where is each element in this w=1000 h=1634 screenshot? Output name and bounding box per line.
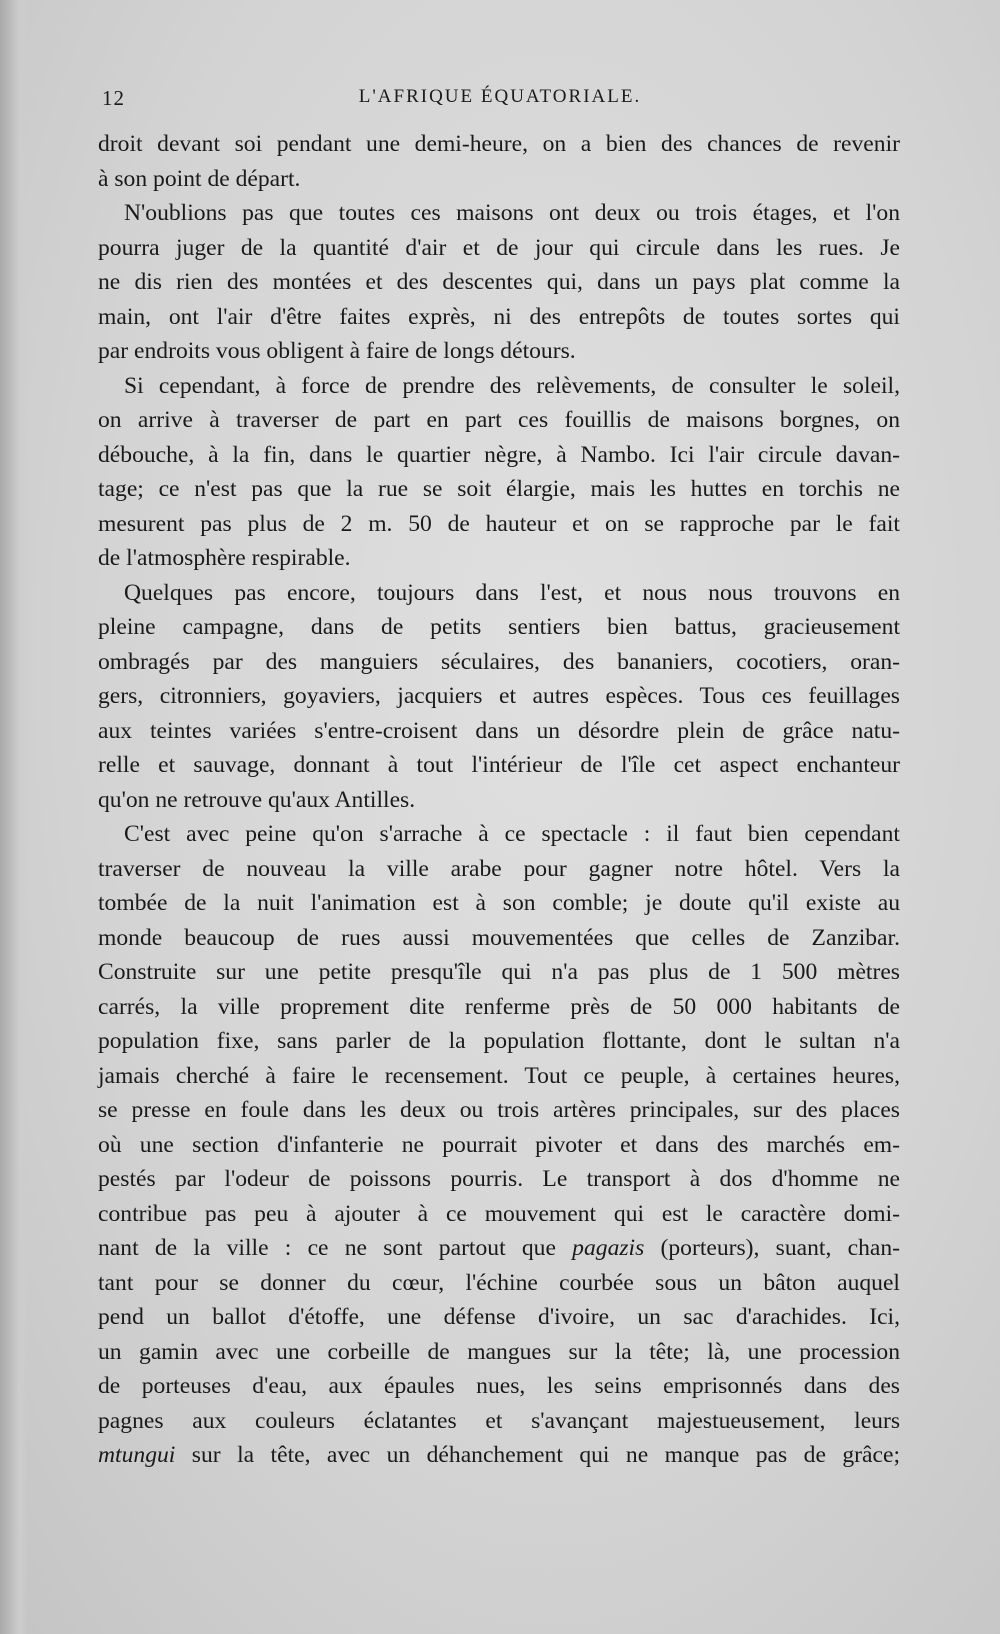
text-fragment: nant de la ville : ce ne sont partout que xyxy=(98,1235,573,1261)
text-line: se presse en foule dans les deux ou trois artères principales, sur des places xyxy=(98,1097,900,1123)
text-line: de porteuses d'eau, aux épaules nues, les seins emprisonnés dans des xyxy=(98,1373,900,1399)
text-line: tombée de la nuit l'animation est à son comble; je doute qu'il existe au xyxy=(98,890,900,916)
text-line: débouche, à la fin, dans le quartier nègre, à Nambo. Ici l'air circule davan- xyxy=(98,441,900,468)
text-line: qu'on ne retrouve qu'aux Antilles. xyxy=(98,786,416,813)
text-line: pestés par l'odeur de poissons pourris. Le transport à dos d'homme ne xyxy=(98,1166,900,1192)
text-line: à son point de départ. xyxy=(98,165,301,192)
text-line: ne dis rien des montées et des descentes qui, dans un pays plat comme la xyxy=(98,269,900,295)
text-line: monde beaucoup de rues aussi mouvementées que celles de Zanzibar. xyxy=(98,924,900,951)
text-line: mesurent pas plus de 2 m. 50 de hauteur et on se rapproche par le fait xyxy=(98,510,900,537)
text-line: pleine campagne, dans de petits sentiers bien battus, gracieusement xyxy=(98,614,900,640)
text-line xyxy=(98,1438,900,1473)
text-line: aux teintes variées s'entre-croisent dans un désordre plein de grâce natu- xyxy=(98,717,900,744)
text-line: pagnes aux couleurs éclatantes et s'avançant majestueusement, leurs xyxy=(98,1407,900,1434)
text-line: pend un ballot d'étoffe, une défense d'ivoire, un sac d'arachides. Ici, xyxy=(98,1304,900,1330)
text-line: tage; ce n'est pas que la rue se soit élargie, mais les huttes en torchis ne xyxy=(98,476,900,502)
text-line: on arrive à traverser de part en part ces fouillis de maisons borgnes, on xyxy=(98,407,900,433)
page-header xyxy=(100,86,900,116)
italic-term-mtungui: mtungui xyxy=(98,1442,176,1468)
text-fragment: sur la tête, avec un déhanchement qui ne manque pas de grâce; xyxy=(175,1442,900,1468)
text-line: population fixe, sans parler de la population flottante, dont le sultan n'a xyxy=(98,1028,900,1054)
text-line: Construite sur une petite presqu'île qui n'a pas plus de 1 500 mètres xyxy=(98,959,900,985)
text-line: Si cependant, à force de prendre des relèvements, de consulter le soleil, xyxy=(124,372,900,399)
text-fragment: (porteurs), suant, chan- xyxy=(644,1235,900,1261)
text-line: pourra juger de la quantité d'air et de jour qui circule dans les rues. Je xyxy=(98,234,900,261)
text-line: relle et sauvage, donnant à tout l'intérieur de l'île cet aspect enchanteur xyxy=(98,752,900,778)
body-text xyxy=(98,127,900,1473)
text-line: gers, citronniers, goyaviers, jacquiers et autres espèces. Tous ces feuillages xyxy=(98,683,900,709)
text-line: carrés, la ville proprement dite renferme près de 50 000 habitants de xyxy=(98,993,900,1020)
text-line: N'oublions pas que toutes ces maisons ont deux ou trois étages, et l'on xyxy=(124,200,900,226)
text-line: ombragés par des manguiers séculaires, des bananiers, cocotiers, oran- xyxy=(98,648,900,675)
text-line xyxy=(98,1231,900,1266)
text-line: par endroits vous obligent à faire de longs détours. xyxy=(98,338,576,364)
text-line: tant pour se donner du cœur, l'échine courbée sous un bâton auquel xyxy=(98,1269,900,1296)
text-line: jamais cherché à faire le recensement. Tout ce peuple, à certaines heures, xyxy=(98,1062,900,1089)
text-line: C'est avec peine qu'on s'arrache à ce spectacle : il faut bien cependant xyxy=(124,821,900,847)
page-binding-edge xyxy=(0,0,28,1634)
running-title: L'AFRIQUE ÉQUATORIALE. xyxy=(358,86,642,107)
text-line: où une section d'infanterie ne pourrait pivoter et dans des marchés em- xyxy=(98,1131,900,1158)
text-line: droit devant soi pendant une demi-heure, on a bien des chances de revenir xyxy=(98,131,900,157)
page-number: 12 xyxy=(102,86,125,110)
text-line: contribue pas peu à ajouter à ce mouvement qui est le caractère domi- xyxy=(98,1200,900,1227)
italic-term-pagazis: pagazis xyxy=(572,1235,645,1261)
text-line: traverser de nouveau la ville arabe pour gagner notre hôtel. Vers la xyxy=(98,855,900,882)
text-line: un gamin avec une corbeille de mangues sur la tête; là, une procession xyxy=(98,1338,900,1365)
text-line: Quelques pas encore, toujours dans l'est, et nous nous trouvons en xyxy=(124,579,900,606)
text-line: de l'atmosphère respirable. xyxy=(98,545,351,571)
text-line: main, ont l'air d'être faites exprès, ni des entrepôts de toutes sortes qui xyxy=(98,303,900,330)
